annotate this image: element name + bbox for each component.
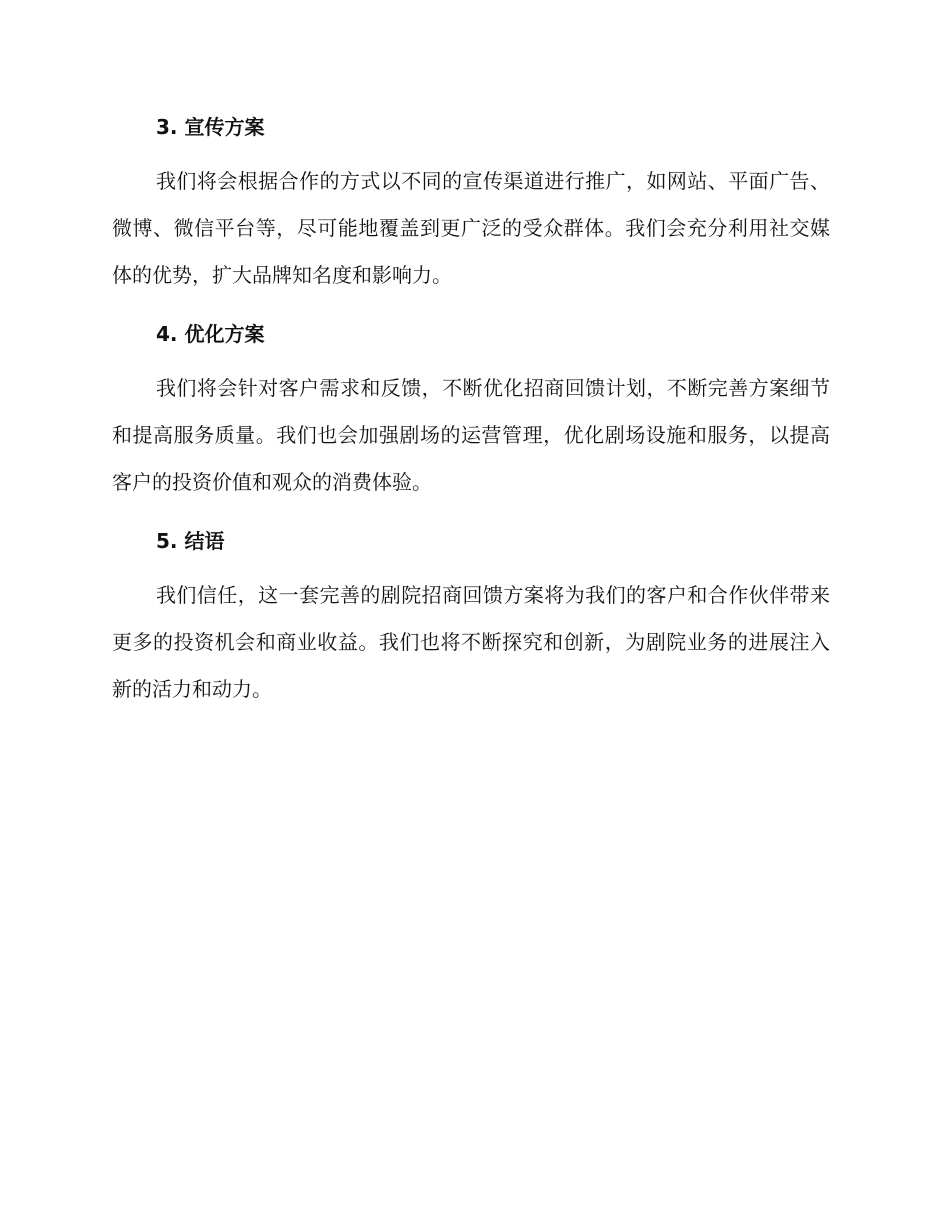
section-conclusion (112, 526, 830, 713)
section-paragraph: 我们将会针对客户需求和反馈，不断优化招商回馈计划，不断完善方案细节和提高服务质量。我们也会加强剧场的运营管理，优化剧场设施和服务，以提高客户的投资价值和观众的消费体验。 (112, 376, 830, 494)
section-optimization-plan (112, 319, 830, 506)
section-paragraph: 我们信任，这一套完善的剧院招商回馈方案将为我们的客户和合作伙伴带来更多的投资机会和商业收益。我们也将不断探究和创新，为剧院业务的进展注入新的活力和动力。 (112, 583, 830, 701)
section-heading: 4. 优化方案 (156, 322, 265, 346)
section-heading: 5. 结语 (156, 529, 225, 553)
section-heading: 3. 宣传方案 (156, 115, 265, 139)
section-paragraph: 我们将会根据合作的方式以不同的宣传渠道进行推广，如网站、平面广告、微博、微信平台等，尽可能地覆盖到更广泛的受众群体。我们会充分利用社交媒体的优势，扩大品牌知名度和影响力。 (112, 169, 830, 287)
section-promotion-plan (112, 112, 830, 299)
